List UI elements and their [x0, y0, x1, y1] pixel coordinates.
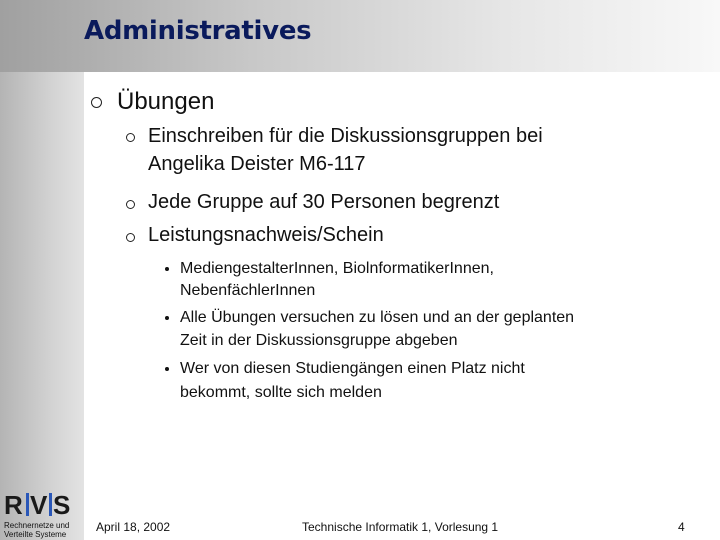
rvs-logo	[0, 488, 84, 540]
bullet-circle-icon	[126, 200, 135, 209]
bullet-circle-icon	[91, 97, 102, 108]
bullet-level2-line: Leistungsnachweis/Schein	[148, 224, 384, 246]
bullet-level1: Übungen	[117, 88, 215, 115]
bullet-level3-line: NebenfächlerInnen	[180, 282, 316, 299]
logo-letter-r: R	[4, 490, 23, 520]
bullet-level3-line: Wer von diesen Studiengängen einen Platz nicht	[180, 360, 525, 377]
footer-course: Technische Informatik 1, Vorlesung 1	[302, 520, 499, 534]
bullet-level3-line: Alle Übungen versuchen zu lösen und an der geplanten	[180, 309, 575, 326]
bullet-dot-icon	[165, 267, 169, 271]
logo-letter-v: V	[30, 490, 48, 520]
bullet-dot-icon	[165, 316, 169, 320]
slide-title: Administratives	[84, 16, 312, 46]
left-sidebar-band	[0, 0, 84, 540]
footer-date: April 18, 2002	[96, 520, 171, 534]
bullet-circle-icon	[126, 133, 135, 142]
bullet-level3-line: Zeit in der Diskussionsgruppe abgeben	[180, 332, 458, 349]
bullet-level2-line: Jede Gruppe auf 30 Personen begrenzt	[148, 191, 500, 213]
slide-content	[84, 72, 720, 512]
logo-letter-s: S	[53, 490, 71, 520]
footer-page-number: 4	[678, 520, 685, 534]
rvs-logo-mark	[0, 488, 84, 522]
bullet-level3-line: MediengestalterInnen, BiolnformatikerInnen,	[180, 260, 494, 277]
bullet-circle-icon	[126, 233, 135, 242]
bullet-level2-line: Einschreiben für die Diskussionsgruppen bei	[148, 125, 543, 147]
logo-subtitle-line2: Verteilte Systeme	[4, 530, 67, 539]
bullet-level3-line: bekommt, sollte sich melden	[180, 384, 382, 401]
bullet-level2-line: Angelika Deister M6-117	[148, 153, 366, 175]
bullet-dot-icon	[165, 367, 169, 371]
logo-subtitle-line1: Rechnernetze und	[4, 521, 70, 530]
